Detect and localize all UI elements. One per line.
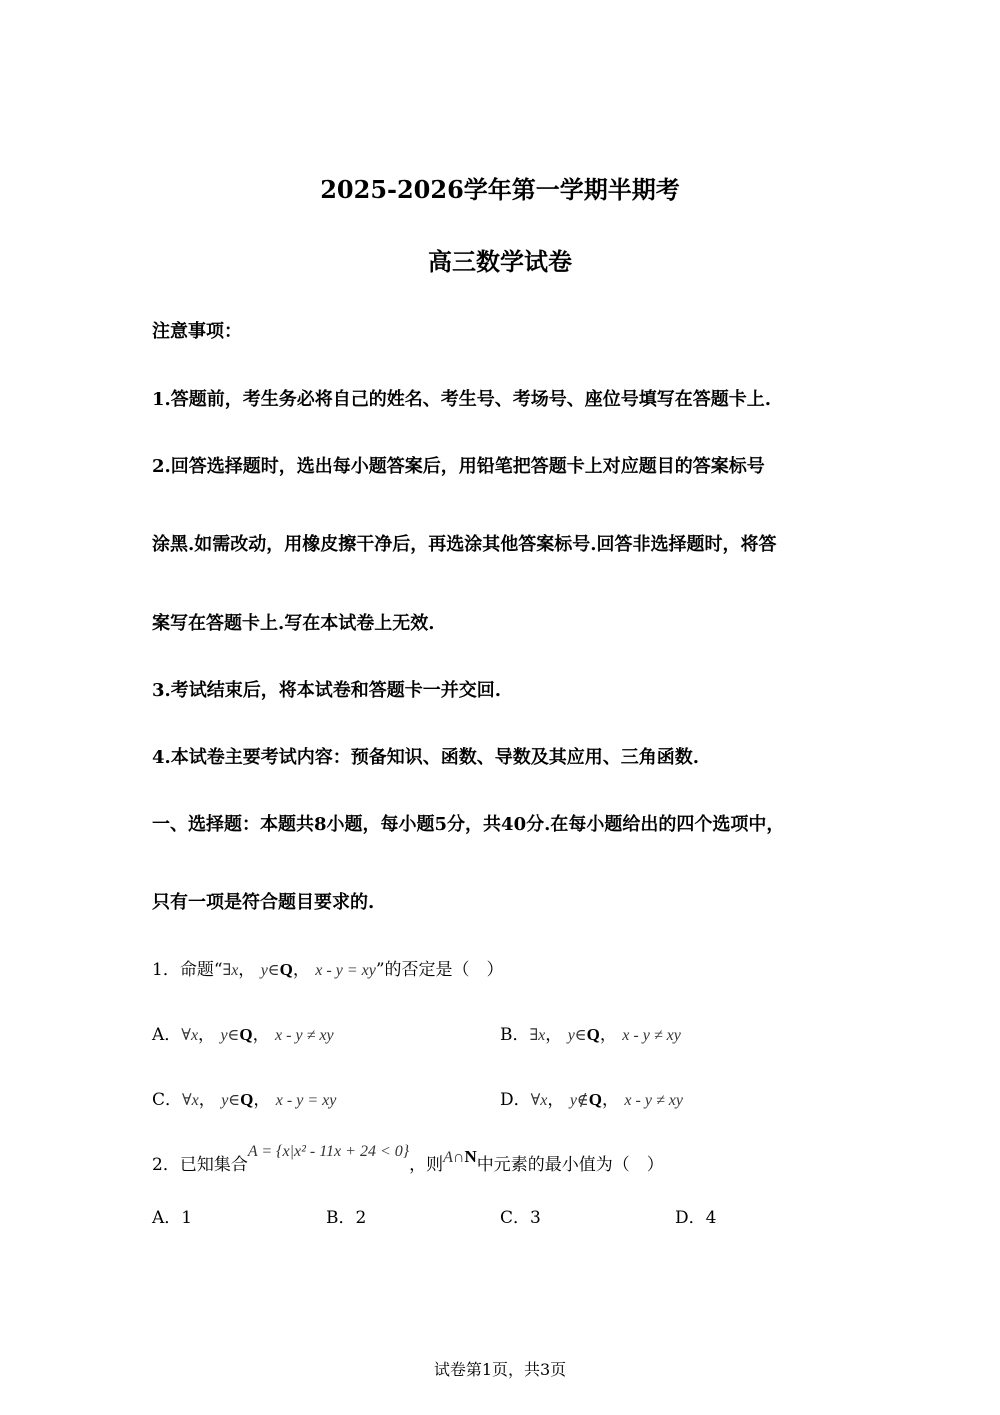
separator: ，	[198, 1025, 216, 1045]
question-1-prefix: 1．命题“	[152, 960, 223, 980]
separator: ，	[253, 1090, 271, 1110]
option-label: C．	[152, 1090, 183, 1110]
notice-item-1: 1.答题前，考生务必将自己的姓名、考生号、考场号、座位号填写在答题卡上.	[152, 389, 772, 410]
option-1d	[500, 1085, 683, 1110]
option-label: B．	[326, 1208, 356, 1228]
math-equation: x - y = xy	[315, 962, 376, 979]
option-label: C．	[500, 1208, 531, 1228]
separator: ，	[602, 1090, 619, 1110]
option-label: D．	[675, 1208, 706, 1228]
notice-item-4: 4.本试卷主要考试内容：预备知识、函数、导数及其应用、三角函数.	[152, 747, 700, 768]
section-heading-line-2: 只有一项是符合题目要求的.	[152, 892, 375, 913]
option-1a	[152, 1020, 334, 1045]
option-value: 2	[355, 1208, 367, 1228]
option-label: A．	[152, 1025, 182, 1045]
question-1	[152, 955, 504, 980]
math-exists-x: ∃x	[529, 1027, 546, 1044]
math-y-in: y∈	[260, 962, 280, 979]
math-q-symbol: Q	[588, 1090, 602, 1109]
math-n-symbol: N	[464, 1147, 477, 1166]
math-y-in: y∈	[220, 1027, 240, 1044]
math-equation: x - y ≠ xy	[622, 1027, 681, 1044]
separator: ，	[547, 1090, 565, 1110]
option-2c	[500, 1203, 541, 1228]
math-y-in: y∈	[567, 1027, 587, 1044]
option-1b	[500, 1020, 681, 1045]
option-1c	[152, 1085, 336, 1110]
question-1-suffix: ”的否定是（ ）	[375, 960, 504, 980]
question-2-suffix: 中元素的最小值为（ ）	[476, 1155, 664, 1175]
option-2b	[326, 1203, 366, 1228]
math-equation: x - y ≠ xy	[275, 1027, 334, 1044]
question-2	[152, 1143, 664, 1175]
option-value: 4	[705, 1208, 717, 1228]
option-label: A．	[152, 1208, 182, 1228]
math-forall-x: ∀x	[182, 1092, 199, 1109]
math-q-symbol: Q	[586, 1025, 600, 1044]
separator: ，	[545, 1025, 563, 1045]
separator: ，	[238, 960, 256, 980]
notice-item-2-line-1: 2.回答选择题时，选出每小题答案后，用铅笔把答题卡上对应题目的答案标号	[152, 456, 765, 477]
math-q-symbol: Q	[239, 1025, 253, 1044]
math-equation: x - y ≠ xy	[624, 1092, 683, 1109]
option-value: 3	[530, 1208, 541, 1228]
math-q-symbol: Q	[279, 960, 293, 979]
separator: ，	[198, 1090, 216, 1110]
page-subtitle: 高三数学试卷	[428, 247, 572, 276]
math-set-a: A = {x|x² - 11x + 24 < 0}	[247, 1143, 410, 1160]
math-forall-x: ∀x	[530, 1092, 548, 1109]
math-y-in: y∈	[221, 1092, 241, 1109]
option-2a	[152, 1203, 192, 1228]
question-2-prefix: 2．已知集合	[152, 1155, 248, 1175]
option-value: 1	[181, 1208, 193, 1228]
math-exists-x: ∃x	[222, 962, 239, 979]
section-heading-line-1: 一、选择题：本题共8小题，每小题5分，共40分.在每小题给出的四个选项中，	[152, 814, 785, 835]
question-2-mid: ，则	[409, 1155, 444, 1175]
page-title: 2025-2026学年第一学期半期考	[320, 175, 680, 204]
notice-item-2-line-2: 涂黑.如需改动，用橡皮擦干净后，再选涂其他答案标号.回答非选择题时，将答	[152, 534, 777, 555]
notice-item-3: 3.考试结束后，将本试卷和答题卡一并交回.	[152, 680, 502, 701]
math-q-symbol: Q	[240, 1090, 254, 1109]
separator: ，	[292, 960, 310, 980]
page-footer: 试卷第1页，共3页	[433, 1360, 567, 1379]
option-label: B．	[500, 1025, 530, 1045]
separator: ，	[599, 1025, 617, 1045]
math-equation: x - y = xy	[275, 1092, 337, 1109]
option-2d	[675, 1203, 716, 1228]
math-a-intersect: A∩	[443, 1149, 465, 1166]
math-forall-x: ∀x	[181, 1027, 199, 1044]
separator: ，	[252, 1025, 270, 1045]
notice-item-2-line-3: 案写在答题卡上.写在本试卷上无效.	[152, 613, 435, 634]
option-label: D．	[500, 1090, 531, 1110]
math-y-not-in: y∉	[569, 1092, 589, 1109]
notice-heading: 注意事项：	[152, 321, 242, 342]
